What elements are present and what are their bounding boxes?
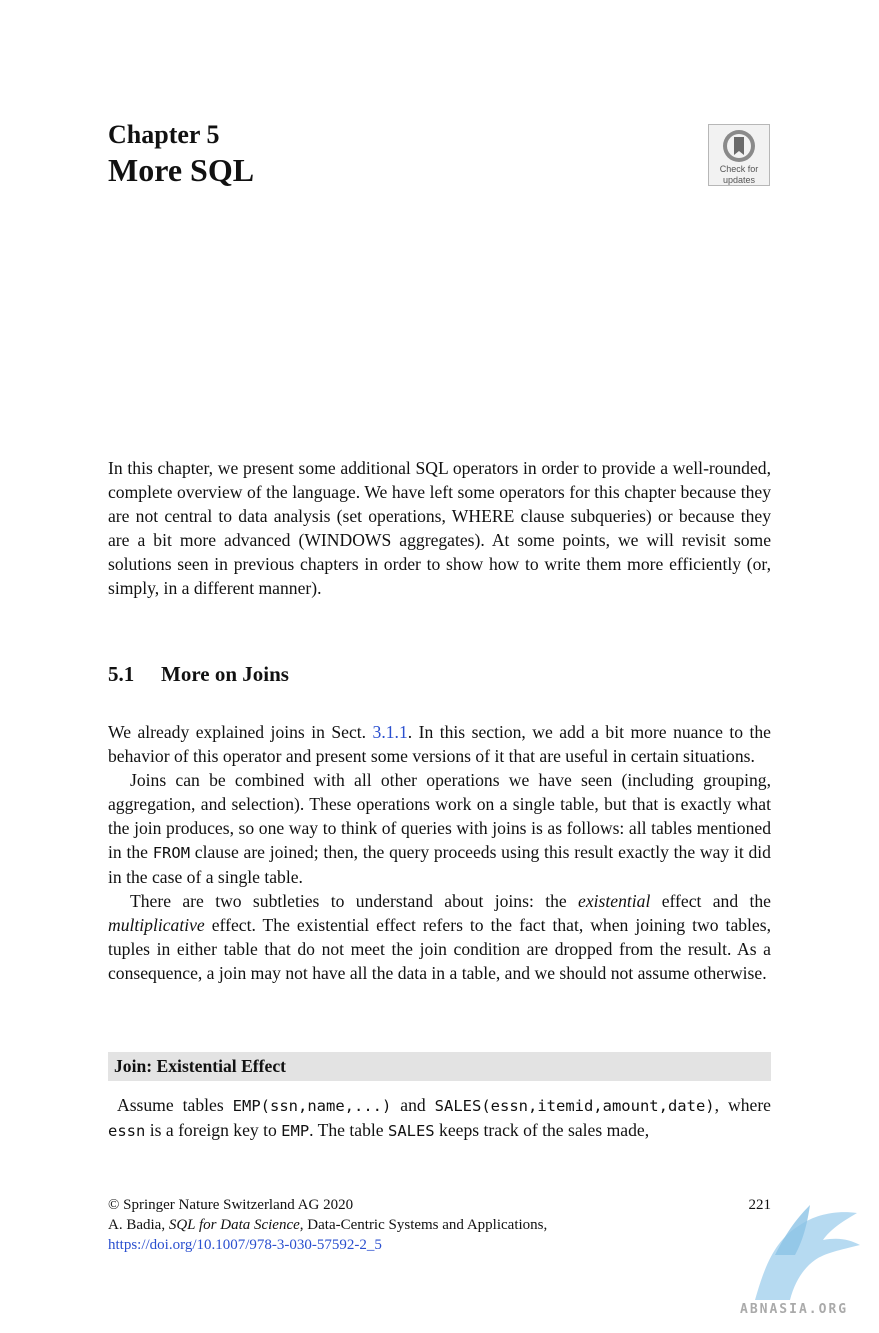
copyright: © Springer Nature Switzerland AG 2020 xyxy=(108,1197,354,1213)
check-for-updates-badge[interactable] xyxy=(708,124,770,186)
box-body: Assume tables EMP(ssn,name,...) and SALES(essn,itemid,amount,date), where essn is a foreign key to EMP. The table SALES keeps track of the sales made, xyxy=(108,1095,771,1140)
intro-paragraph: In this chapter, we present some additional SQL operators in order to provide a well-rounded, complete overview of the language. We have left some operators for this chapter because they are not central to data analysis (set operations, WHERE clause subqueries) or because they are a bit more advanced (WINDOWS aggregates). At some points, we will revisit some solutions seen in previous chapters in order to show how to write them more efficiently (or, simply, in a different manner). xyxy=(108,458,771,598)
section-heading xyxy=(108,661,289,687)
paragraph-1: We already explained joins in Sect. 3.1.1. In this section, we add a bit more nuance to the behavior of this operator and present some versions of it that are useful in certain situations. xyxy=(108,722,771,766)
page-number: 221 xyxy=(748,1197,771,1213)
bookmark-icon xyxy=(722,129,756,163)
footer xyxy=(108,1195,771,1255)
badge-line-1: Check for xyxy=(719,164,759,174)
sect-ref-link[interactable]: 3.1.1 xyxy=(372,722,408,742)
section-body xyxy=(108,720,771,985)
section-title: More on Joins xyxy=(161,662,289,686)
section-number: 5.1 xyxy=(108,662,135,686)
chapter-title: More SQL xyxy=(108,152,255,188)
watermark-text: ABNASIA.ORG xyxy=(740,1302,849,1317)
citation: A. Badia, SQL for Data Science, Data-Centric Systems and Applications, xyxy=(108,1217,548,1233)
chapter-label: Chapter 5 xyxy=(108,120,220,149)
doi-link[interactable]: https://doi.org/10.1007/978-3-030-57592-2_5 xyxy=(108,1237,382,1253)
paragraph-3: There are two subtleties to understand about joins: the existential effect and the multiplicative effect. The existential effect refers to the fact that, when joining two tables, tuples in either table that do not meet the join condition are dropped from the result. As a consequence, a join may not have all the data in a table, and we should not assume otherwise. xyxy=(108,891,771,983)
box-title: Join: Existential Effect xyxy=(108,1052,771,1081)
badge-line-2: updates xyxy=(722,175,756,185)
watermark-bird-icon xyxy=(745,1195,865,1305)
paragraph-2: Joins can be combined with all other operations we have seen (including grouping, aggregation, and selection). These operations work on a single table, but that is exactly what the join produces, so one way to think of queries with joins is as follows: all tables mentioned in the FROM clause are joined; then, the query proceeds using this result exactly the way it did in the case of a single table. xyxy=(108,770,771,887)
code-from: FROM xyxy=(152,844,191,862)
